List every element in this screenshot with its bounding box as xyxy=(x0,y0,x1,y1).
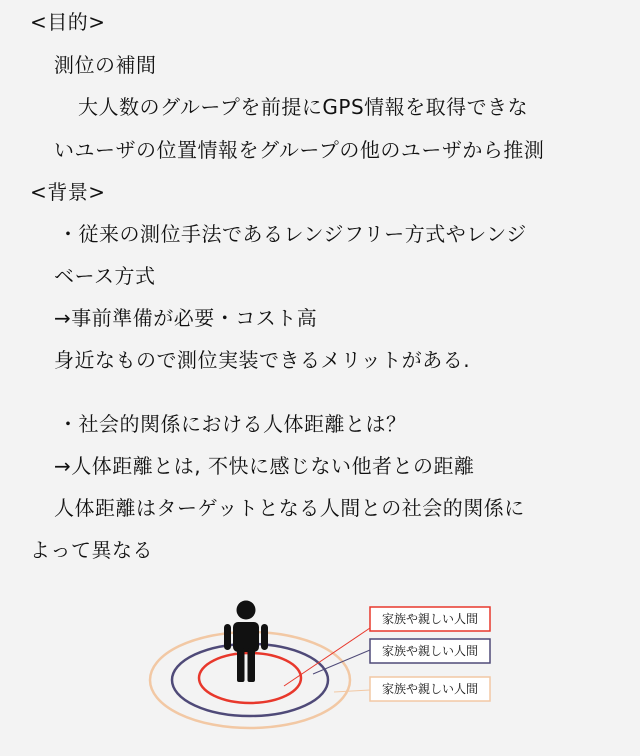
label-outer-text: 家族や親しい人間 xyxy=(381,682,479,696)
background-bullet-1-cont: ベース方式 xyxy=(54,264,156,288)
leader-line-outer xyxy=(334,690,370,692)
background-arrow-1: →事前準備が必要・コスト高 xyxy=(54,306,318,330)
background-bullet-1: ・従来の測位手法であるレンジフリー方式やレンジ xyxy=(58,222,527,246)
personal-distance-diagram xyxy=(0,588,640,756)
purpose-text-line-2: いユーザの位置情報をグループの他のユーザから推測 xyxy=(54,138,545,162)
background-merit: 身近なもので測位実装できるメリットがある. xyxy=(54,348,471,372)
purpose-title: 測位の補間 xyxy=(54,53,157,77)
purpose-text-line-1: 大人数のグループを前提にGPS情報を取得できな xyxy=(78,95,529,119)
heading-purpose: <目的> xyxy=(30,10,106,34)
label-box-middle xyxy=(370,639,490,663)
background-bullet-2: ・社会的関係における人体距離とは？ xyxy=(58,412,407,436)
label-box-inner xyxy=(370,607,490,631)
background-distance-line-2: よって異なる xyxy=(30,538,153,562)
label-middle-text: 家族や親しい人間 xyxy=(381,644,479,658)
label-inner-text: 家族や親しい人間 xyxy=(381,612,479,626)
leader-line-middle xyxy=(313,650,370,674)
background-distance-line-1: 人体距離はターゲットとなる人間との社会的関係に xyxy=(54,496,525,520)
label-box-outer xyxy=(370,677,490,701)
heading-background: <背景> xyxy=(30,180,106,204)
person-icon xyxy=(224,601,268,683)
background-arrow-2: →人体距離とは, 不快に感じない他者との距離 xyxy=(54,454,475,478)
